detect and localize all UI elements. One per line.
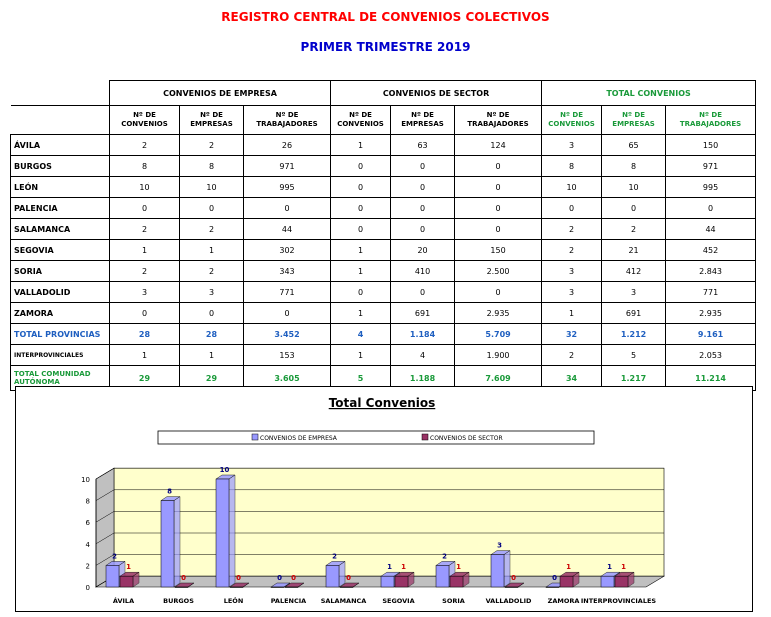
data-label: 1	[456, 563, 461, 572]
table-cell: 7.609	[455, 366, 542, 391]
table-cell: 0	[331, 198, 391, 219]
x-tick-label: BURGOS	[163, 597, 194, 605]
data-label: 2	[112, 552, 117, 561]
table-cell: 8	[180, 156, 244, 177]
table-cell: 32	[542, 324, 602, 345]
data-label: 1	[607, 563, 612, 572]
data-label: 0	[236, 574, 241, 582]
y-tick-label: 8	[85, 497, 90, 506]
column-header: Nº DE EMPRESAS	[391, 106, 455, 135]
corner-cell-2	[11, 106, 110, 135]
table-cell: 1	[331, 345, 391, 366]
table-cell: 1.212	[602, 324, 666, 345]
table-cell: 1	[110, 345, 180, 366]
table-cell: 302	[244, 240, 331, 261]
bar	[615, 576, 628, 587]
data-label: 0	[346, 574, 351, 582]
x-tick-label: ÁVILA	[112, 597, 135, 605]
group-header-total: TOTAL CONVENIOS	[542, 81, 756, 106]
table-cell: 10	[542, 177, 602, 198]
data-label: 0	[277, 574, 282, 582]
y-tick-label: 10	[81, 476, 90, 484]
table-cell: 5	[602, 345, 666, 366]
table-row	[11, 324, 756, 345]
table-cell: 4	[331, 324, 391, 345]
table-cell: 0	[110, 303, 180, 324]
x-tick-label: INTERPROVINCIALES	[580, 597, 657, 605]
table-cell: 2	[542, 345, 602, 366]
table-cell: 1.184	[391, 324, 455, 345]
table-cell: 3.605	[244, 366, 331, 391]
legend-label: CONVENIOS DE EMPRESA	[260, 435, 337, 442]
bar-side	[504, 551, 510, 587]
table-cell: 1.188	[391, 366, 455, 391]
table-cell: 1	[331, 135, 391, 156]
table-cell: 124	[455, 135, 542, 156]
table-cell: 0	[110, 198, 180, 219]
table-cell: 0	[244, 303, 331, 324]
table-cell: 8	[602, 156, 666, 177]
table-cell: 0	[391, 198, 455, 219]
table-row	[11, 261, 756, 282]
table-cell: 3	[180, 282, 244, 303]
table-cell: 2	[542, 240, 602, 261]
table-cell: 11.214	[666, 366, 756, 391]
convenios-table	[10, 80, 756, 391]
chart-title: Total Convenios	[328, 396, 436, 410]
table-cell: 0	[455, 282, 542, 303]
table-cell: 2.500	[455, 261, 542, 282]
table-cell: 343	[244, 261, 331, 282]
bar	[326, 565, 339, 587]
bar	[450, 576, 463, 587]
table-row	[11, 219, 756, 240]
table-cell: 10	[180, 177, 244, 198]
column-header: Nº DE TRABAJADORES	[244, 106, 331, 135]
table-row	[11, 135, 756, 156]
table-cell: 0	[455, 219, 542, 240]
legend-swatch	[422, 434, 428, 440]
table-cell: 1	[110, 240, 180, 261]
x-tick-label: LEÓN	[223, 597, 244, 605]
bar	[395, 576, 408, 587]
legend-label: CONVENIOS DE SECTOR	[430, 435, 503, 442]
table-cell: 21	[602, 240, 666, 261]
table-cell: 2	[180, 261, 244, 282]
table-row	[11, 156, 756, 177]
table-cell: 0	[542, 198, 602, 219]
table-body	[11, 135, 756, 391]
table-cell: 150	[455, 240, 542, 261]
table-cell: 150	[666, 135, 756, 156]
table-cell: 2	[110, 219, 180, 240]
data-label: 2	[332, 552, 337, 561]
data-label: 0	[291, 574, 296, 582]
table-cell: 1	[180, 345, 244, 366]
table-cell: 691	[602, 303, 666, 324]
table-cell: 44	[244, 219, 331, 240]
table-cell: 8	[110, 156, 180, 177]
row-label: TOTAL COMUNIDAD AUTÓNOMA	[11, 366, 110, 391]
table-cell: 2.935	[666, 303, 756, 324]
row-label: TOTAL PROVINCIAS	[11, 324, 110, 345]
bar	[560, 576, 573, 587]
table-cell: 28	[110, 324, 180, 345]
bar-side	[174, 497, 180, 587]
row-label: SEGOVIA	[11, 240, 110, 261]
column-header: Nº DE CONVENIOS	[110, 106, 180, 135]
table-cell: 0	[180, 198, 244, 219]
table-cell: 0	[602, 198, 666, 219]
table-row	[11, 282, 756, 303]
data-label: 2	[442, 552, 447, 561]
table-cell: 0	[391, 282, 455, 303]
x-tick-label: PALENCIA	[270, 597, 307, 605]
group-header-sector: CONVENIOS DE SECTOR	[331, 81, 542, 106]
x-tick-label: ZAMORA	[547, 597, 580, 605]
table-cell: 2.843	[666, 261, 756, 282]
table-cell: 0	[391, 177, 455, 198]
bar	[230, 587, 243, 588]
table-cell: 995	[244, 177, 331, 198]
x-tick-label: SEGOVIA	[382, 597, 415, 605]
bar	[120, 576, 133, 587]
data-label: 0	[181, 574, 186, 582]
x-tick-label: SORIA	[442, 597, 465, 605]
data-label: 1	[621, 563, 626, 572]
table-cell: 971	[666, 156, 756, 177]
bar	[436, 565, 449, 587]
row-label: PALENCIA	[11, 198, 110, 219]
table-cell: 452	[666, 240, 756, 261]
bar	[216, 479, 229, 587]
data-label: 0	[552, 574, 557, 582]
table-cell: 2	[542, 219, 602, 240]
legend-swatch	[252, 434, 258, 440]
table-cell: 0	[455, 156, 542, 177]
table-cell: 44	[666, 219, 756, 240]
legend-box	[158, 431, 594, 444]
table-cell: 3	[542, 282, 602, 303]
page-title: REGISTRO CENTRAL DE CONVENIOS COLECTIVOS	[221, 10, 550, 24]
table-row	[11, 345, 756, 366]
bar-chart	[16, 387, 752, 611]
table-cell: 0	[244, 198, 331, 219]
y-tick-label: 0	[85, 584, 90, 592]
table-cell: 34	[542, 366, 602, 391]
table-cell: 412	[602, 261, 666, 282]
bar-side	[229, 475, 235, 587]
table-cell: 1	[331, 261, 391, 282]
table-cell: 29	[110, 366, 180, 391]
table-cell: 65	[602, 135, 666, 156]
table-cell: 0	[391, 219, 455, 240]
table-cell: 1	[331, 240, 391, 261]
column-header: Nº DE TRABAJADORES	[455, 106, 542, 135]
corner-cell	[11, 81, 110, 106]
table-cell: 2	[602, 219, 666, 240]
table-cell: 10	[602, 177, 666, 198]
bar	[106, 565, 119, 587]
table-cell: 10	[110, 177, 180, 198]
table-cell: 1.900	[455, 345, 542, 366]
table-cell: 691	[391, 303, 455, 324]
row-label: SORIA	[11, 261, 110, 282]
table-cell: 0	[180, 303, 244, 324]
data-label: 1	[387, 563, 392, 572]
table-cell: 8	[542, 156, 602, 177]
table-cell: 0	[331, 177, 391, 198]
table-cell: 9.161	[666, 324, 756, 345]
table-cell: 2	[180, 219, 244, 240]
table-cell: 0	[455, 177, 542, 198]
data-label: 8	[167, 487, 172, 496]
table-cell: 995	[666, 177, 756, 198]
bar-side	[339, 561, 345, 587]
table-cell: 5	[331, 366, 391, 391]
table-cell: 29	[180, 366, 244, 391]
table-cell: 2.935	[455, 303, 542, 324]
data-label: 1	[126, 563, 131, 572]
table-cell: 0	[331, 282, 391, 303]
table-cell: 3	[542, 261, 602, 282]
bar	[175, 587, 188, 588]
row-label: INTERPROVINCIALES	[11, 345, 110, 366]
bar	[161, 501, 174, 587]
table-row	[11, 198, 756, 219]
page-subtitle: PRIMER TRIMESTRE 2019	[300, 40, 471, 54]
data-label: 0	[511, 574, 516, 582]
column-header: Nº DE TRABAJADORES	[666, 106, 756, 135]
table-cell: 971	[244, 156, 331, 177]
table-cell: 20	[391, 240, 455, 261]
column-header: Nº DE EMPRESAS	[602, 106, 666, 135]
data-label: 1	[401, 563, 406, 572]
table-cell: 3.452	[244, 324, 331, 345]
row-label: BURGOS	[11, 156, 110, 177]
y-tick-label: 6	[85, 519, 90, 528]
table-cell: 153	[244, 345, 331, 366]
bar	[491, 555, 504, 587]
table-cell: 28	[180, 324, 244, 345]
row-label: VALLADOLID	[11, 282, 110, 303]
row-label: SALAMANCA	[11, 219, 110, 240]
y-tick-label: 2	[85, 562, 90, 571]
table-cell: 1	[331, 303, 391, 324]
table-cell: 4	[391, 345, 455, 366]
table-cell: 26	[244, 135, 331, 156]
bar	[601, 576, 614, 587]
table-cell: 3	[542, 135, 602, 156]
data-label: 1	[566, 563, 571, 572]
table-cell: 2	[110, 135, 180, 156]
table-cell: 771	[244, 282, 331, 303]
table-cell: 5.709	[455, 324, 542, 345]
table-cell: 3	[602, 282, 666, 303]
bar	[340, 587, 353, 588]
table-cell: 1	[542, 303, 602, 324]
table-row	[11, 240, 756, 261]
row-label: LEÓN	[11, 177, 110, 198]
column-header: Nº DE EMPRESAS	[180, 106, 244, 135]
table-cell: 0	[331, 156, 391, 177]
bar	[381, 576, 394, 587]
table-cell: 0	[391, 156, 455, 177]
bar	[546, 587, 559, 588]
table-cell: 771	[666, 282, 756, 303]
chart-back-wall	[114, 468, 664, 576]
chart-container	[15, 386, 753, 612]
bar	[505, 587, 518, 588]
table-cell: 63	[391, 135, 455, 156]
group-header-empresa: CONVENIOS DE EMPRESA	[110, 81, 331, 106]
bar	[285, 587, 298, 588]
table-cell: 2.053	[666, 345, 756, 366]
row-label: ÁVILA	[11, 135, 110, 156]
table-cell: 2	[180, 135, 244, 156]
bar	[271, 587, 284, 588]
y-tick-label: 4	[85, 540, 90, 549]
table-cell: 1.217	[602, 366, 666, 391]
column-header: Nº DE CONVENIOS	[331, 106, 391, 135]
table-cell: 0	[331, 219, 391, 240]
table-row	[11, 177, 756, 198]
table-cell: 410	[391, 261, 455, 282]
table-cell: 0	[666, 198, 756, 219]
data-label: 3	[497, 541, 502, 550]
data-label: 10	[219, 466, 230, 474]
table-row	[11, 303, 756, 324]
x-tick-label: VALLADOLID	[485, 597, 532, 605]
x-tick-label: SALAMANCA	[320, 597, 367, 605]
row-label: ZAMORA	[11, 303, 110, 324]
table-cell: 3	[110, 282, 180, 303]
table-cell: 2	[110, 261, 180, 282]
table-cell: 1	[180, 240, 244, 261]
table-cell: 0	[455, 198, 542, 219]
column-header: Nº DE CONVENIOS	[542, 106, 602, 135]
